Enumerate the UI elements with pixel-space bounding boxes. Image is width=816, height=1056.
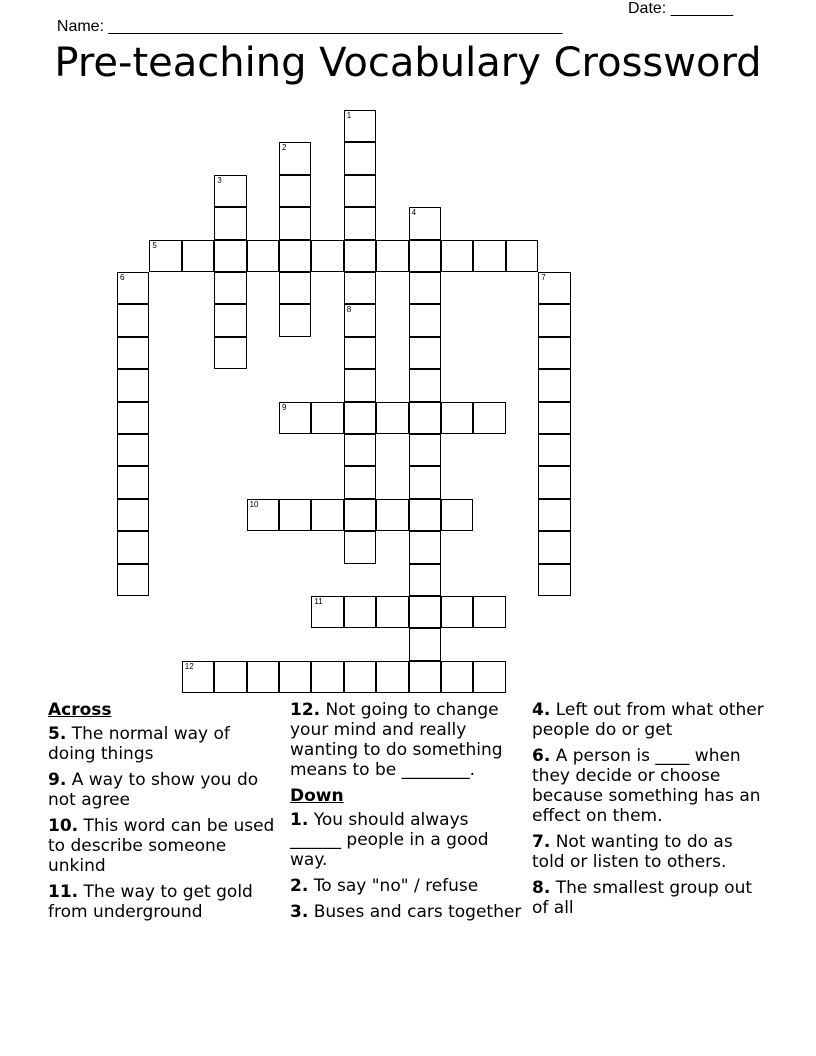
clue-across-5 [48, 724, 280, 764]
clue-text: Not wanting to do as told or listen to others. [532, 832, 733, 872]
grid-cell[interactable] [538, 434, 570, 466]
grid-cell[interactable] [311, 240, 343, 272]
grid-cell[interactable] [409, 596, 441, 628]
clue-across-10 [48, 816, 280, 876]
clue-down-1 [290, 810, 522, 870]
grid-cell[interactable] [247, 240, 279, 272]
clue-text: To say "no" / refuse [313, 876, 479, 896]
clue-number: 12. [290, 700, 321, 720]
grid-cell[interactable] [247, 661, 279, 693]
grid-cell[interactable] [344, 142, 376, 174]
grid-cell[interactable] [311, 661, 343, 693]
grid-cell[interactable] [149, 240, 181, 272]
cell-number: 9 [282, 402, 287, 412]
grid-cell[interactable] [376, 661, 408, 693]
grid-cell[interactable] [473, 596, 505, 628]
grid-cell[interactable] [279, 304, 311, 336]
clue-number: 2. [290, 876, 309, 896]
grid-cell[interactable] [311, 596, 343, 628]
clue-text: This word can be used to describe someone unkind [48, 816, 275, 876]
grid-cell[interactable] [409, 369, 441, 401]
grid-cell[interactable] [344, 369, 376, 401]
grid-cell[interactable] [409, 434, 441, 466]
grid-cell[interactable] [344, 499, 376, 531]
name-field-label[interactable]: Name: ___________________________________________________ [56, 18, 563, 35]
cell-number: 4 [411, 208, 417, 218]
grid-cell[interactable] [279, 402, 311, 434]
clue-across-11 [48, 882, 280, 922]
grid-cell[interactable] [441, 596, 473, 628]
grid-cell[interactable] [344, 304, 376, 336]
grid-cell[interactable] [376, 402, 408, 434]
clue-across-9 [48, 770, 280, 810]
grid-cell[interactable] [214, 240, 246, 272]
grid-cell[interactable] [344, 402, 376, 434]
grid-cell[interactable] [344, 434, 376, 466]
grid-cell[interactable] [506, 240, 538, 272]
cell-number: 11 [314, 597, 323, 606]
date-field-label[interactable]: Date: _______ [628, 0, 733, 17]
grid-cell[interactable] [214, 175, 246, 207]
clue-text: A person is ____ when they decide or choose because something has an effect on them. [532, 746, 761, 826]
cell-number: 6 [120, 273, 125, 282]
clue-number: 11. [48, 882, 79, 902]
cell-number: 12 [184, 661, 194, 671]
grid-cell[interactable] [344, 466, 376, 498]
clue-number: 7. [532, 832, 551, 852]
grid-cell[interactable] [117, 369, 149, 401]
grid-cell[interactable] [376, 596, 408, 628]
clue-number: 9. [48, 770, 67, 790]
grid-cell[interactable] [279, 240, 311, 272]
grid-cell[interactable] [117, 337, 149, 369]
grid-cell[interactable] [441, 499, 473, 531]
grid-cell[interactable] [538, 466, 570, 498]
grid-cell[interactable] [117, 564, 149, 596]
clue-down-7 [532, 832, 764, 872]
grid-cell[interactable] [344, 531, 376, 563]
clue-text: The smallest group out of all [532, 878, 753, 918]
grid-cell[interactable] [473, 402, 505, 434]
clue-text: The normal way of doing things [48, 724, 230, 764]
clue-down-8 [532, 878, 764, 918]
grid-cell[interactable] [409, 207, 441, 239]
grid-cell[interactable] [344, 337, 376, 369]
grid-cell[interactable] [409, 402, 441, 434]
grid-cell[interactable] [441, 402, 473, 434]
grid-cell[interactable] [214, 272, 246, 304]
cell-number: 1 [346, 111, 352, 120]
grid-cell[interactable] [214, 207, 246, 239]
grid-cell[interactable] [538, 369, 570, 401]
cell-number: 2 [282, 143, 287, 153]
grid-cell[interactable] [344, 596, 376, 628]
clue-number: 4. [532, 700, 551, 720]
page-title: Pre-teaching Vocabulary Crossword [54, 40, 762, 86]
clue-down-2 [290, 876, 522, 896]
grid-cell[interactable] [473, 661, 505, 693]
clue-text: The way to get gold from underground [48, 882, 253, 922]
grid-cell[interactable] [279, 272, 311, 304]
grid-cell[interactable] [117, 499, 149, 531]
grid-cell[interactable] [247, 499, 279, 531]
grid-cell[interactable] [214, 337, 246, 369]
grid-cell[interactable] [409, 661, 441, 693]
grid-cell[interactable] [538, 531, 570, 563]
grid-cell[interactable] [441, 661, 473, 693]
cell-number: 8 [346, 305, 352, 315]
clue-text: Buses and cars together [313, 902, 522, 922]
grid-cell[interactable] [344, 272, 376, 304]
grid-cell[interactable] [409, 272, 441, 304]
grid-cell[interactable] [538, 564, 570, 596]
clues-column-3 [532, 700, 764, 924]
grid-cell[interactable] [117, 304, 149, 336]
grid-cell[interactable] [538, 304, 570, 336]
grid-cell[interactable] [182, 661, 214, 693]
clue-number: 8. [532, 878, 551, 898]
grid-cell[interactable] [409, 564, 441, 596]
cell-number: 10 [249, 499, 259, 509]
clue-down-6 [532, 746, 764, 826]
cell-number: 3 [217, 175, 222, 185]
clue-number: 6. [532, 746, 551, 766]
grid-cell[interactable] [409, 466, 441, 498]
clue-number: 1. [290, 810, 309, 830]
clue-number: 3. [290, 902, 309, 922]
grid-cell[interactable] [441, 240, 473, 272]
grid-cell[interactable] [409, 531, 441, 563]
grid-cell[interactable] [279, 175, 311, 207]
clues-column-1 [48, 700, 280, 928]
grid-cell[interactable] [311, 402, 343, 434]
clue-down-4 [532, 700, 764, 740]
grid-cell[interactable] [538, 499, 570, 531]
grid-cell[interactable] [344, 240, 376, 272]
grid-cell[interactable] [409, 337, 441, 369]
grid-cell[interactable] [344, 207, 376, 239]
grid-cell[interactable] [473, 240, 505, 272]
grid-cell[interactable] [279, 142, 311, 174]
cell-number: 5 [152, 240, 157, 250]
grid-cell[interactable] [117, 402, 149, 434]
grid-cell[interactable] [344, 175, 376, 207]
clues-column-2 [290, 700, 522, 928]
grid-cell[interactable] [344, 661, 376, 693]
grid-cell[interactable] [182, 240, 214, 272]
cell-number: 7 [541, 273, 546, 282]
clue-text: Left out from what other people do or get [532, 700, 764, 740]
grid-cell[interactable] [117, 434, 149, 466]
grid-cell[interactable] [117, 466, 149, 498]
grid-cell[interactable] [214, 304, 246, 336]
grid-cell[interactable] [409, 628, 441, 660]
grid-cell[interactable] [214, 661, 246, 693]
down-heading: Down [290, 786, 344, 806]
grid-cell[interactable] [538, 402, 570, 434]
clue-text: You should always ______ people in a good way. [290, 810, 489, 870]
clue-across-12 [290, 700, 522, 780]
clue-number: 10. [48, 816, 79, 836]
grid-cell[interactable] [538, 272, 570, 304]
grid-cell[interactable] [376, 499, 408, 531]
grid-cell[interactable] [538, 337, 570, 369]
grid-cell[interactable] [117, 272, 149, 304]
across-heading: Across [48, 700, 112, 720]
grid-cell[interactable] [376, 240, 408, 272]
grid-cell[interactable] [409, 240, 441, 272]
grid-cell[interactable] [279, 207, 311, 239]
grid-cell[interactable] [344, 110, 376, 142]
grid-cell[interactable] [409, 304, 441, 336]
grid-cell[interactable] [279, 661, 311, 693]
clue-text: Not going to change your mind and really wanting to do something means to be ________. [290, 700, 503, 780]
clue-number: 5. [48, 724, 67, 744]
grid-cell[interactable] [279, 499, 311, 531]
grid-cell[interactable] [409, 499, 441, 531]
clue-down-3 [290, 902, 522, 922]
grid-cell[interactable] [311, 499, 343, 531]
clue-text: A way to show you do not agree [48, 770, 259, 810]
grid-cell[interactable] [117, 531, 149, 563]
